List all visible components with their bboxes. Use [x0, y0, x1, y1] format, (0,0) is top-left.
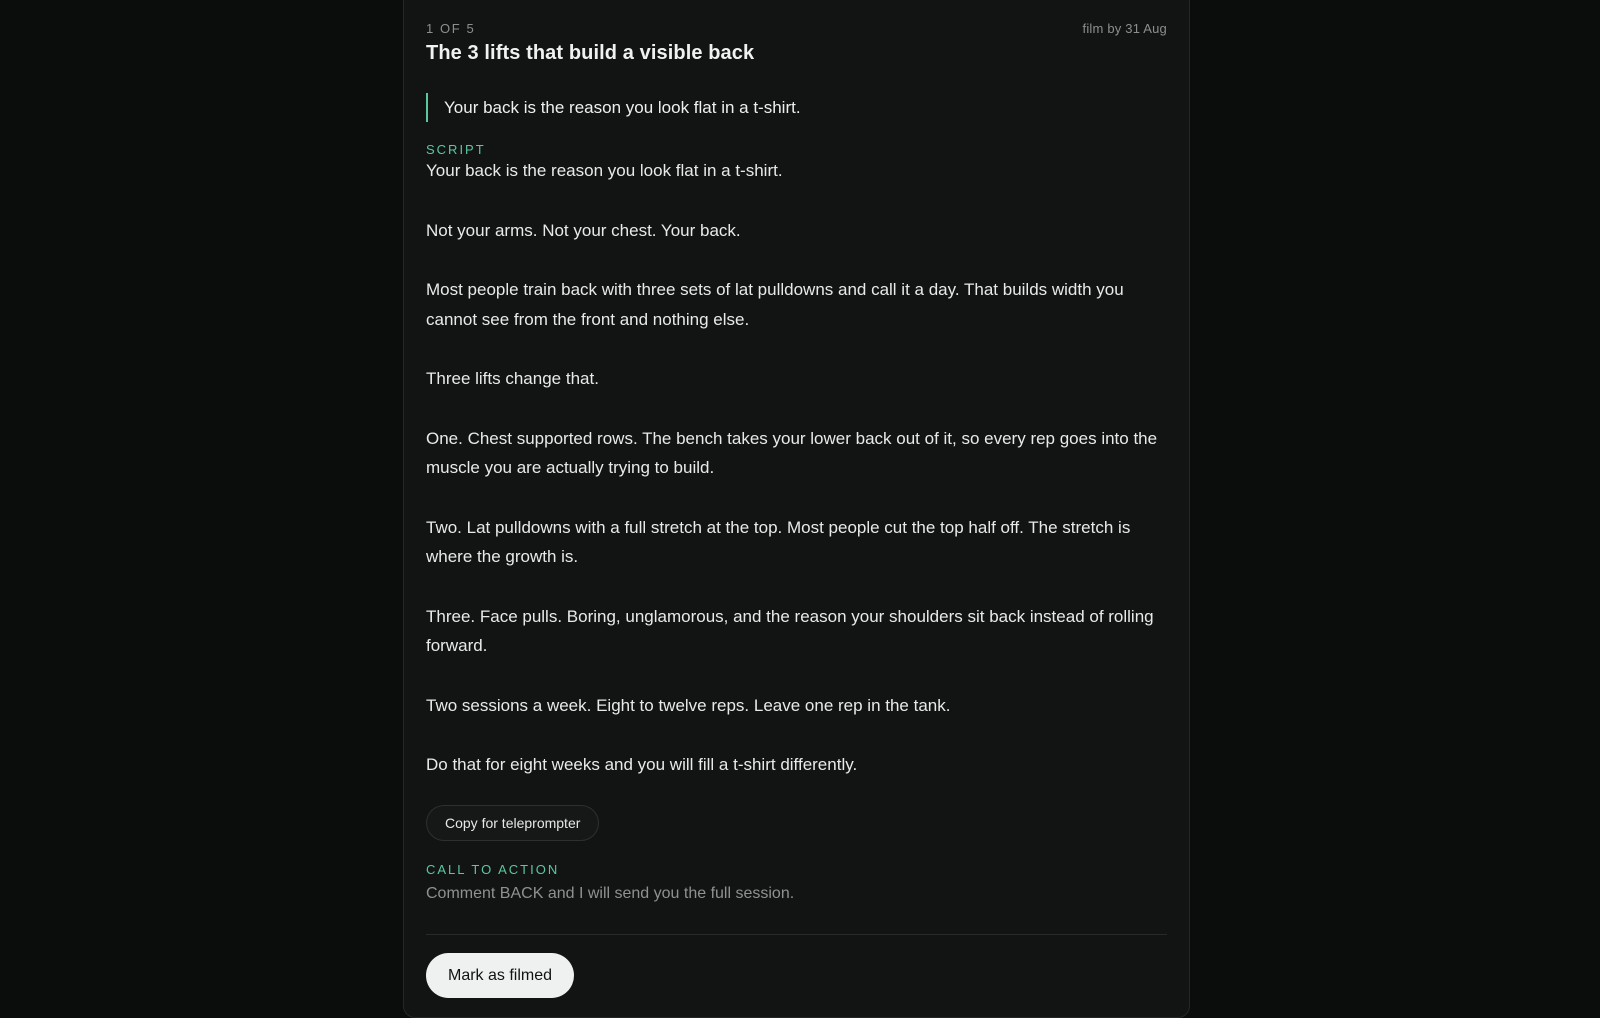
script-paragraph: Two. Lat pulldowns with a full stretch at the top. Most people cut the top half off. The stretch is where the growth is.	[426, 517, 1131, 566]
script-paragraph: Two sessions a week. Eight to twelve reps. Leave one rep in the tank.	[426, 695, 951, 715]
item-counter: 1 OF 5	[426, 21, 476, 36]
hook-quote: Your back is the reason you look flat in a t-shirt.	[426, 93, 801, 122]
mark-filmed-button[interactable]: Mark as filmed	[426, 953, 574, 998]
script-paragraph: One. Chest supported rows. The bench takes your lower back out of it, so every rep goes into the muscle you are actually trying to build.	[426, 428, 1158, 477]
script-card	[403, 0, 1190, 1018]
divider	[426, 934, 1167, 935]
card-meta-row	[426, 21, 1167, 36]
film-deadline: film by 31 Aug	[1082, 21, 1167, 36]
script-body	[426, 156, 1171, 780]
script-paragraph: Your back is the reason you look flat in a t-shirt.	[426, 161, 783, 180]
script-paragraph: Do that for eight weeks and you will fill a t-shirt differently.	[426, 755, 858, 774]
script-label: SCRIPT	[426, 142, 486, 157]
copy-teleprompter-button[interactable]: Copy for teleprompter	[426, 805, 599, 841]
cta-label: CALL TO ACTION	[426, 862, 560, 877]
cta-text: Comment BACK and I will send you the full session.	[426, 885, 795, 902]
script-paragraph: Three lifts change that.	[426, 369, 599, 388]
video-title: The 3 lifts that build a visible back	[426, 42, 755, 64]
script-paragraph: Three. Face pulls. Boring, unglamorous, and the reason your shoulders sit back instead of rolling forward.	[426, 606, 1154, 655]
script-paragraph: Not your arms. Not your chest. Your back.	[426, 220, 741, 240]
script-paragraph: Most people train back with three sets of lat pulldowns and call it a day. That builds width you cannot see from the front and nothing else.	[426, 280, 1124, 329]
